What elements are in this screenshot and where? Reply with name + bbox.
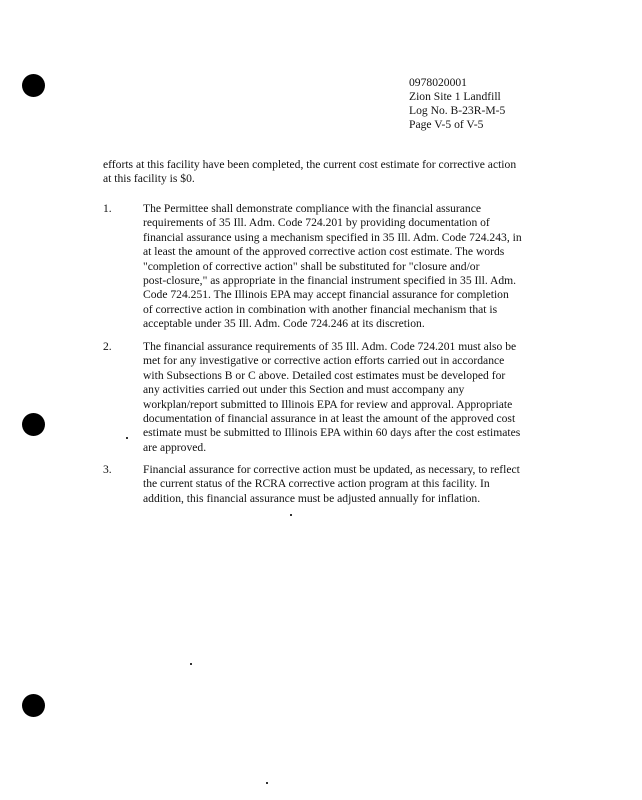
- scan-speck: [266, 782, 268, 784]
- item-text: [143, 340, 520, 455]
- text-line: documentation of financial assurance in at least the amount of the approved cost: [143, 412, 516, 426]
- scan-speck: [290, 514, 292, 516]
- text-line: efforts at this facility have been completed, the current cost estimate for corrective action: [103, 158, 517, 171]
- text-line: at this facility is $0.: [103, 172, 195, 186]
- page-number: Page V-5 of V-5: [409, 118, 484, 131]
- item-number: 2.: [103, 340, 112, 353]
- text-line: estimate must be submitted to Illinois EPA within 60 days after the cost estimates: [143, 426, 521, 440]
- log-number: Log No. B-23R-M-5: [409, 104, 506, 117]
- text-line: "completion of corrective action" shall be substituted for "closure and/or: [143, 259, 480, 273]
- document-id: 0978020001: [409, 76, 467, 89]
- text-line: any activities carried out under this Section and must accompany any: [143, 383, 465, 397]
- text-line: requirements of 35 Ill. Adm. Code 724.201 by providing documentation of: [143, 216, 490, 230]
- intro-paragraph: [103, 158, 516, 187]
- text-line: at least the amount of the approved corrective action cost estimate. The words: [143, 245, 505, 259]
- text-line: workplan/report submitted to Illinois EPA for review and approval. Appropriate: [143, 397, 513, 411]
- text-line: Code 724.251. The Illinois EPA may accept financial assurance for completion: [143, 288, 509, 302]
- item-number: 1.: [103, 202, 112, 215]
- punch-hole-top: [22, 74, 45, 97]
- text-line: are approved.: [143, 440, 207, 454]
- scan-speck: [190, 663, 192, 665]
- scan-speck: [126, 437, 128, 439]
- text-line: The Permittee shall demonstrate compliance with the financial assurance: [143, 202, 482, 215]
- item-text: [143, 202, 522, 332]
- text-line: met for any investigative or corrective action efforts carried out in accordance: [143, 354, 505, 368]
- punch-hole-middle: [22, 413, 45, 436]
- text-line: Financial assurance for corrective action must be updated, as necessary, to reflect: [143, 463, 520, 476]
- item-text: [143, 463, 520, 506]
- text-line: The financial assurance requirements of 35 Ill. Adm. Code 724.201 must also be: [143, 340, 517, 353]
- text-line: of corrective action in combination with another financial mechanism that is: [143, 302, 498, 316]
- text-line: addition, this financial assurance must be adjusted annually for inflation.: [143, 491, 481, 505]
- text-line: the current status of the RCRA corrective action program at this facility. In: [143, 477, 490, 491]
- item-number: 3.: [103, 463, 112, 476]
- text-line: with Subsections B or C above. Detailed cost estimates must be developed for: [143, 368, 506, 382]
- punch-hole-bottom: [22, 694, 45, 717]
- text-line: post-closure," as appropriate in the financial instrument specified in 35 Ill. Adm.: [143, 274, 517, 288]
- text-line: financial assurance using a mechanism specified in 35 Ill. Adm. Code 724.243, in: [143, 230, 522, 244]
- document-header: [409, 76, 505, 132]
- site-name: Zion Site 1 Landfill: [409, 90, 501, 103]
- text-line: acceptable under 35 Ill. Adm. Code 724.246 at its discretion.: [143, 317, 425, 331]
